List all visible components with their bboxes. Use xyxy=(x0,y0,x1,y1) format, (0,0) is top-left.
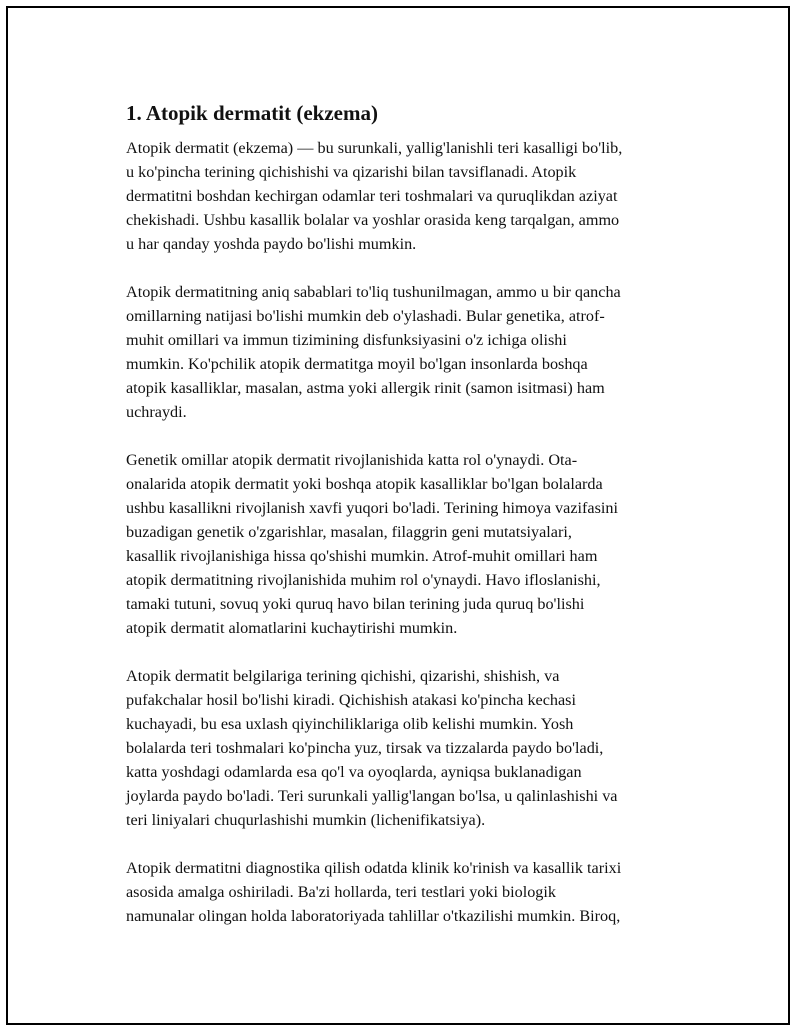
paragraph-line: katta yoshdagi odamlarda esa qo'l va oyoqlarda, ayniqsa buklanadigan xyxy=(126,763,582,781)
paragraph-line: namunalar olingan holda laboratoriyada tahlillar o'tkazilishi mumkin. Biroq, xyxy=(126,907,621,925)
paragraph-line: atopik dermatitning rivojlanishida muhim rol o'ynaydi. Havo ifloslanishi, xyxy=(126,571,601,589)
paragraph-line: bolalarda teri toshmalari ko'pincha yuz, tirsak va tizzalarda paydo bo'ladi, xyxy=(126,739,604,757)
document-body xyxy=(121,98,691,952)
page-frame xyxy=(6,6,790,1025)
paragraph-line: kuchayadi, bu esa uxlash qiyinchiliklariga olib kelishi mumkin. Yosh xyxy=(126,715,574,733)
paragraph-line: u ko'pincha terining qichishishi va qizarishi bilan tavsiflanadi. Atopik xyxy=(126,163,577,181)
paragraph-line: joylarda paydo bo'ladi. Teri surunkali yallig'langan bo'lsa, u qalinlashishi va xyxy=(126,787,618,805)
paragraph-line: onalarida atopik dermatit yoki boshqa atopik kasalliklar bo'lgan bolalarda xyxy=(126,475,603,493)
paragraph-3 xyxy=(121,448,691,640)
section-heading: 1. Atopik dermatit (ekzema) xyxy=(126,101,378,125)
paragraph-line: atopik kasalliklar, masalan, astma yoki allergik rinit (samon isitmasi) ham xyxy=(126,379,605,397)
paragraph-line: chekishadi. Ushbu kasallik bolalar va yoshlar orasida keng tarqalgan, ammo xyxy=(126,211,620,229)
paragraph-line: Atopik dermatit belgilariga terining qichishi, qizarishi, shishish, va xyxy=(126,667,560,685)
paragraph-line: u har qanday yoshda paydo bo'lishi mumkin. xyxy=(126,235,417,253)
paragraph-5 xyxy=(121,856,691,928)
paragraph-line: teri liniyalari chuqurlashishi mumkin (lichenifikatsiya). xyxy=(126,811,486,829)
paragraph-line: Atopik dermatit (ekzema) — bu surunkali, yallig'lanishli teri kasalligi bo'lib, xyxy=(126,139,623,157)
paragraph-line: dermatitni boshdan kechirgan odamlar teri toshmalari va quruqlikdan aziyat xyxy=(126,187,618,205)
paragraph-line: asosida amalga oshiriladi. Ba'zi hollarda, teri testlari yoki biologik xyxy=(126,883,556,901)
paragraph-line: mumkin. Ko'pchilik atopik dermatitga moyil bo'lgan insonlarda boshqa xyxy=(126,355,588,373)
paragraph-line: uchraydi. xyxy=(126,403,187,421)
paragraph-line: Atopik dermatitning aniq sabablari to'liq tushunilmagan, ammo u bir qancha xyxy=(126,283,621,301)
paragraph-1 xyxy=(121,136,691,256)
paragraph-line: tamaki tutuni, sovuq yoki quruq havo bilan terining juda quruq bo'lishi xyxy=(126,595,585,613)
paragraph-line: buzadigan genetik o'zgarishlar, masalan, filaggrin geni mutatsiyalari, xyxy=(126,523,572,541)
paragraph-line: ushbu kasallikni rivojlanish xavfi yuqori bo'ladi. Terining himoya vazifasini xyxy=(126,499,618,517)
paragraph-4 xyxy=(121,664,691,832)
paragraph-line: pufakchalar hosil bo'lishi kiradi. Qichishish atakasi ko'pincha kechasi xyxy=(126,691,576,709)
paragraph-line: Genetik omillar atopik dermatit rivojlanishida katta rol o'ynaydi. Ota- xyxy=(126,451,578,469)
paragraph-2 xyxy=(121,280,691,424)
paragraph-line: kasallik rivojlanishiga hissa qo'shishi mumkin. Atrof-muhit omillari ham xyxy=(126,547,598,565)
paragraph-line: omillarning natijasi bo'lishi mumkin deb o'ylashadi. Bular genetika, atrof- xyxy=(126,307,605,325)
paragraph-line: muhit omillari va immun tizimining disfunksiyasini o'z ichiga olishi xyxy=(126,331,567,349)
paragraph-line: Atopik dermatitni diagnostika qilish odatda klinik ko'rinish va kasallik tarixi xyxy=(126,859,622,877)
paragraph-line: atopik dermatit alomatlarini kuchaytirishi mumkin. xyxy=(126,619,458,637)
